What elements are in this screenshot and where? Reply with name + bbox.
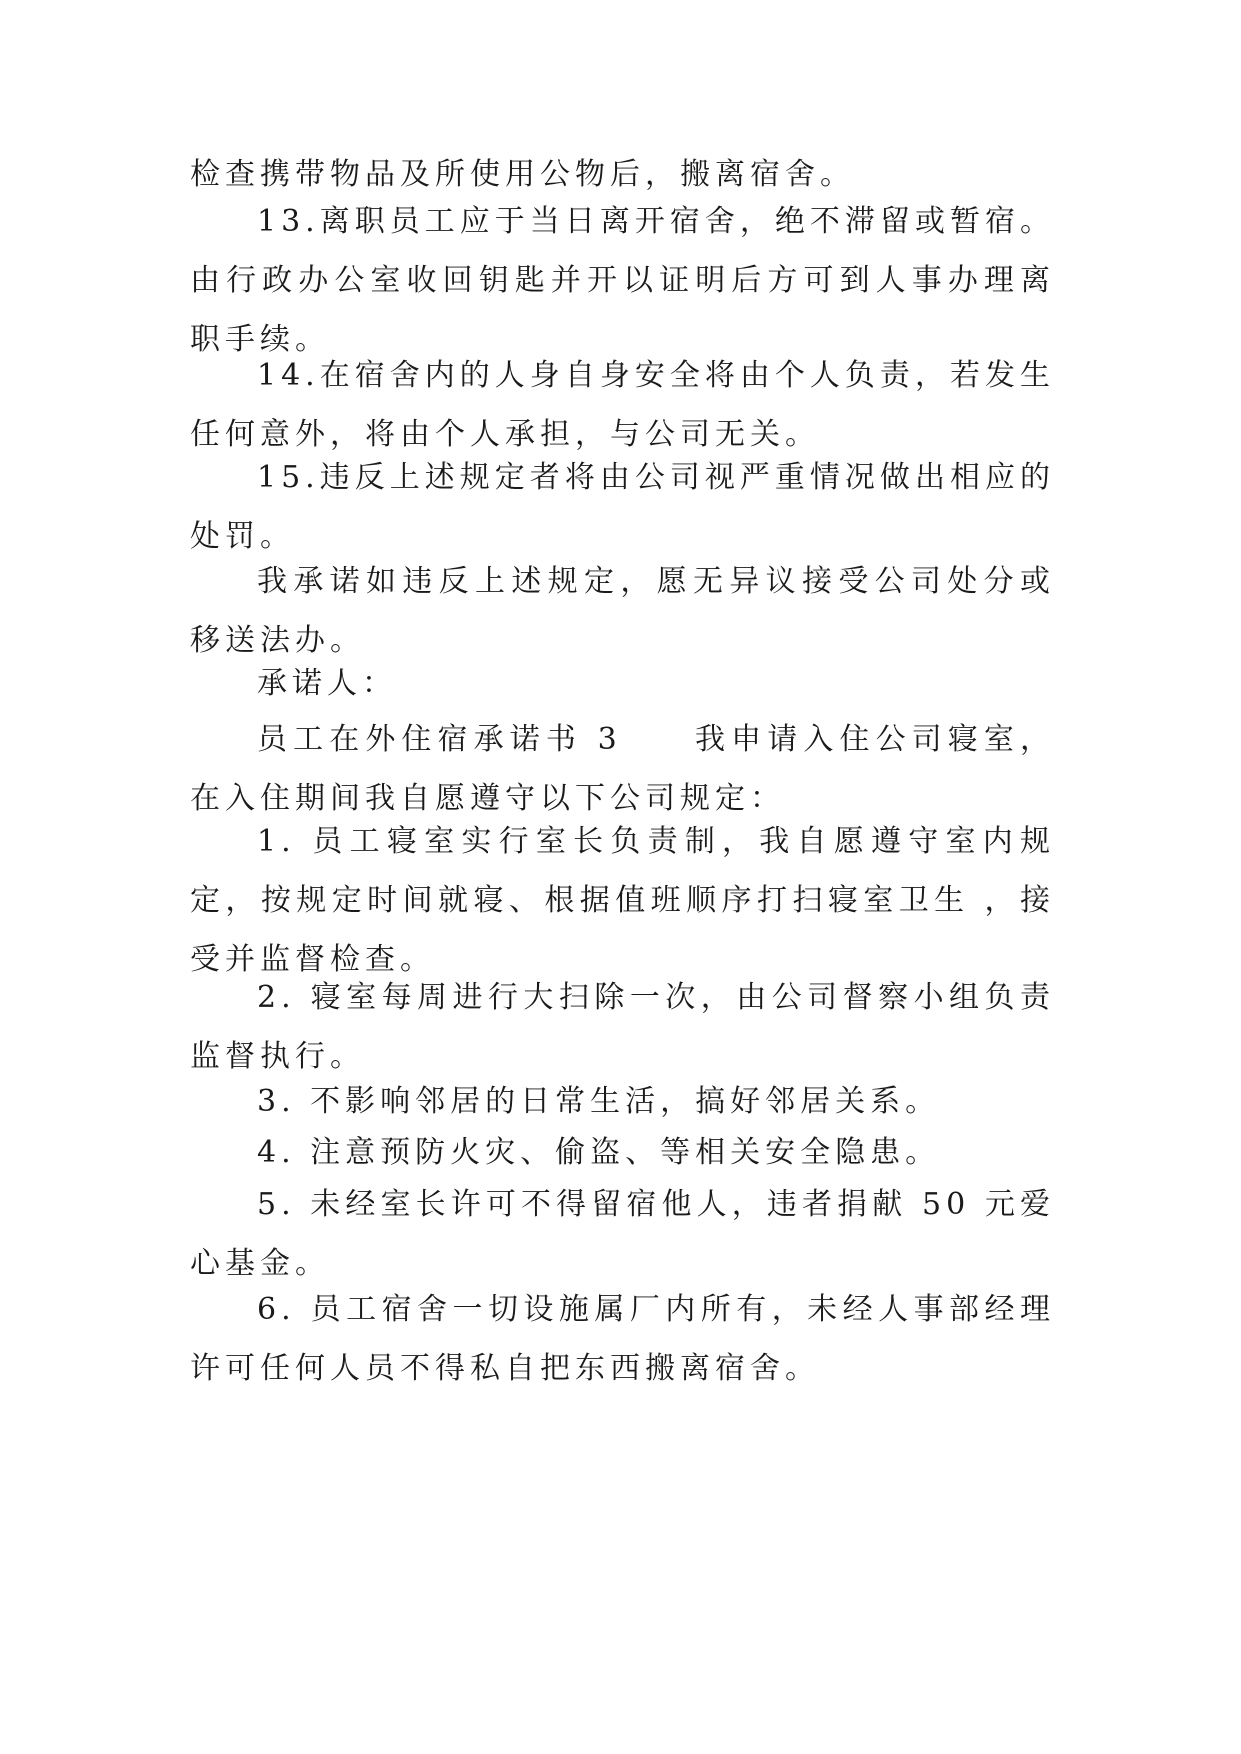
paragraph-item-13: 13.离职员工应于当日离开宿舍，绝不滞留或暂宿。由行政办公室收回钥匙并开以证明后方可到人事办理离职手续。 [190,204,1055,357]
paragraph-rule-3: 3. 不影响邻居的日常生活，搞好邻居关系。 [257,1084,941,1119]
paragraph-rule-2: 2. 寝室每周进行大扫除一次，由公司督察小组负责监督执行。 [190,980,1055,1074]
paragraph-signer: 承诺人： [257,666,397,701]
paragraph-item-15: 15.违反上述规定者将由公司视严重情况做出相应的处罚。 [190,460,1055,554]
paragraph-rule-6: 6. 员工宿舍一切设施属厂内所有，未经人事部经理许可任何人员不得私自把东西搬离宿舍。 [190,1292,1055,1386]
paragraph-rule-4: 4. 注意预防火灾、偷盗、等相关安全隐患。 [257,1135,941,1170]
paragraph-continuation: 检查携带物品及所使用公物后，搬离宿舍。 [190,157,855,192]
paragraph-pledge-title: 员工在外住宿承诺书 3 我申请入住公司寝室，在入住期间我自愿遵守以下公司规定： [190,722,1055,816]
paragraph-item-14: 14.在宿舍内的人身自身安全将由个人负责，若发生任何意外，将由个人承担，与公司无关。 [190,358,1055,452]
paragraph-pledge: 我承诺如违反上述规定，愿无异议接受公司处分或移送法办。 [190,564,1055,658]
paragraph-rule-5: 5. 未经室长许可不得留宿他人，违者捐献 50 元爱心基金。 [190,1187,1055,1281]
paragraph-rule-1: 1. 员工寝室实行室长负责制，我自愿遵守室内规定，按规定时间就寝、根据值班顺序打扫寝室卫生 ，接受并监督检查。 [190,824,1055,977]
